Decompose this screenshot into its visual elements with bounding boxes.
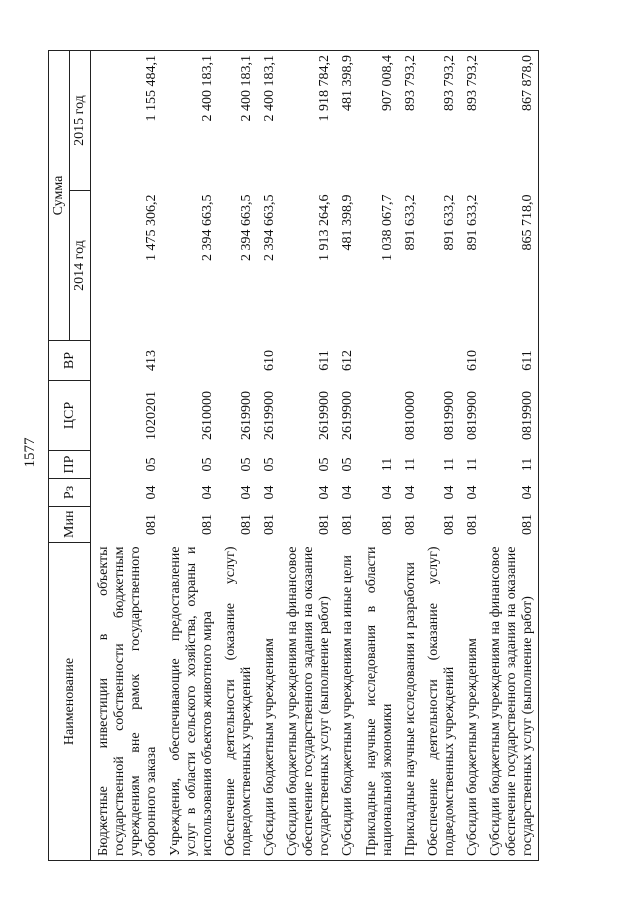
row-sum-2014: 2 394 663,5 — [262, 194, 278, 261]
row-rz: 04 — [379, 485, 395, 500]
row-sum-2014: 2 394 663,5 — [199, 194, 215, 261]
row-name: Субсидии бюджетным учреждениям — [460, 543, 483, 861]
row-pr: 11 — [483, 451, 539, 479]
row-sum-2014: 891 633,2 — [402, 194, 418, 251]
row-sum-2015: 893 793,2 — [398, 51, 421, 191]
row-csr: 2619900 — [238, 391, 254, 440]
row-sum-2015: 907 008,4 — [359, 51, 398, 191]
row-pr: 11 — [402, 457, 418, 472]
table-row — [398, 51, 421, 861]
table-row — [257, 51, 280, 861]
row-min: 081 — [238, 514, 254, 535]
row-name: Субсидии бюджетным учреждениям на иные цели — [335, 543, 358, 861]
row-sum-2014: 891 633,2 — [464, 194, 480, 251]
row-pr: 11 — [441, 457, 457, 472]
row-vr: 611 — [317, 350, 333, 371]
row-sum-2015: 893 793,2 — [460, 51, 483, 191]
row-sum-2014: 1 038 067,7 — [379, 194, 395, 261]
row-sum-2014: 481 398,9 — [340, 194, 356, 251]
row-name: Обеспечение деятельности (оказание услуг) подведомственных учреждений — [421, 543, 460, 861]
row-csr: 2619900 — [317, 391, 333, 440]
row-pr: 05 — [340, 457, 356, 472]
row-name: Прикладные научные исследования и разработки — [398, 543, 421, 861]
header-year-2015: 2015 год — [70, 51, 91, 191]
row-vr: 612 — [340, 350, 356, 371]
row-rz: 04 — [262, 485, 278, 500]
row-vr — [421, 341, 460, 381]
row-sum-2015: 867 878,0 — [483, 51, 539, 191]
row-csr: 0819900 — [483, 381, 539, 451]
row-rz: 04 — [464, 485, 480, 500]
row-vr — [359, 341, 398, 381]
row-sum-2015: 1 155 484,1 — [91, 51, 163, 191]
row-vr: 610 — [262, 350, 278, 371]
table-row — [91, 51, 163, 861]
row-vr — [163, 341, 218, 381]
row-min: 081 — [144, 514, 160, 535]
row-csr: 0810000 — [402, 391, 418, 440]
row-name: Бюджетные инвестиции в объекты государственной собственности бюджетным учреждениям вне рамок государственного оборонного заказа — [91, 543, 163, 861]
header-rz: Рз — [49, 479, 91, 507]
header-vr: ВР — [49, 341, 91, 381]
header-min: Мин — [49, 507, 91, 543]
table-row — [218, 51, 257, 861]
row-name: Прикладные научные исследования в области национальной экономики — [359, 543, 398, 861]
page-number: 1577 — [22, 437, 38, 468]
row-vr: 610 — [464, 350, 480, 371]
row-rz: 04 — [238, 485, 254, 500]
row-csr: 2610000 — [199, 391, 215, 440]
row-min: 081 — [199, 514, 215, 535]
row-rz: 04 — [317, 485, 333, 500]
row-min: 081 — [379, 514, 395, 535]
row-vr — [218, 341, 257, 381]
row-name: Учреждения, обеспечивающие предоставление услуг в области сельского хозяйства, охраны и использования объектов животного мира — [163, 543, 218, 861]
table-row — [359, 51, 398, 861]
row-csr: 1020201 — [144, 391, 160, 440]
row-vr: 611 — [483, 341, 539, 381]
row-csr — [359, 381, 398, 451]
row-csr: 0819900 — [464, 391, 480, 440]
row-name: Субсидии бюджетным учреждениям на финансовое обеспечение государственного задания на оказание государственных услуг (выполнение работ) — [483, 543, 539, 861]
row-sum-2015: 2 400 183,1 — [257, 51, 280, 191]
row-pr: 05 — [238, 457, 254, 472]
header-sum: Сумма — [49, 51, 70, 341]
row-sum-2015: 1 918 784,2 — [280, 51, 335, 191]
header-year-2014: 2014 год — [70, 191, 91, 341]
table-row — [163, 51, 218, 861]
row-sum-2015: 2 400 183,1 — [163, 51, 218, 191]
row-sum-2014: 1 913 264,6 — [317, 194, 333, 261]
header-pr: ПР — [49, 451, 91, 479]
row-csr: 0819900 — [441, 391, 457, 440]
header-name: Наименование — [49, 543, 91, 861]
row-vr: 413 — [144, 350, 160, 371]
row-sum-2014: 891 633,2 — [441, 194, 457, 251]
table-row — [280, 51, 335, 861]
row-pr: 05 — [317, 457, 333, 472]
row-sum-2014: 865 718,0 — [483, 191, 539, 341]
row-min: 081 — [483, 507, 539, 543]
table-row — [460, 51, 483, 861]
row-rz: 04 — [483, 479, 539, 507]
row-min: 081 — [317, 514, 333, 535]
row-rz: 04 — [199, 485, 215, 500]
table-body — [91, 51, 539, 861]
row-rz: 04 — [340, 485, 356, 500]
row-pr: 11 — [464, 457, 480, 472]
row-min: 081 — [464, 514, 480, 535]
table-row — [335, 51, 358, 861]
budget-table — [48, 50, 539, 861]
row-name: Субсидии бюджетным учреждениям на финансовое обеспечение государственного задания на оказание государственных услуг (выполнение работ) — [280, 543, 335, 861]
table-row — [483, 51, 539, 861]
table-row — [421, 51, 460, 861]
row-sum-2014: 2 394 663,5 — [238, 194, 254, 261]
row-pr: 05 — [144, 457, 160, 472]
row-csr: 2619900 — [340, 391, 356, 440]
row-pr: 11 — [379, 457, 395, 472]
row-min: 081 — [262, 514, 278, 535]
table-header — [49, 51, 91, 861]
row-csr: 2619900 — [262, 391, 278, 440]
row-pr: 05 — [199, 457, 215, 472]
row-sum-2014: 1 475 306,2 — [144, 194, 160, 261]
row-sum-2015: 481 398,9 — [335, 51, 358, 191]
row-vr — [398, 341, 421, 381]
row-min: 081 — [340, 514, 356, 535]
row-sum-2015: 2 400 183,1 — [218, 51, 257, 191]
row-rz: 04 — [144, 485, 160, 500]
row-name: Обеспечение деятельности (оказание услуг) подведомственных учреждений — [218, 543, 257, 861]
row-min: 081 — [402, 514, 418, 535]
header-csr: ЦСР — [49, 381, 91, 451]
row-pr: 05 — [262, 457, 278, 472]
row-sum-2015: 893 793,2 — [421, 51, 460, 191]
row-rz: 04 — [402, 485, 418, 500]
row-name: Субсидии бюджетным учреждениям — [257, 543, 280, 861]
row-rz: 04 — [441, 485, 457, 500]
row-min: 081 — [441, 514, 457, 535]
